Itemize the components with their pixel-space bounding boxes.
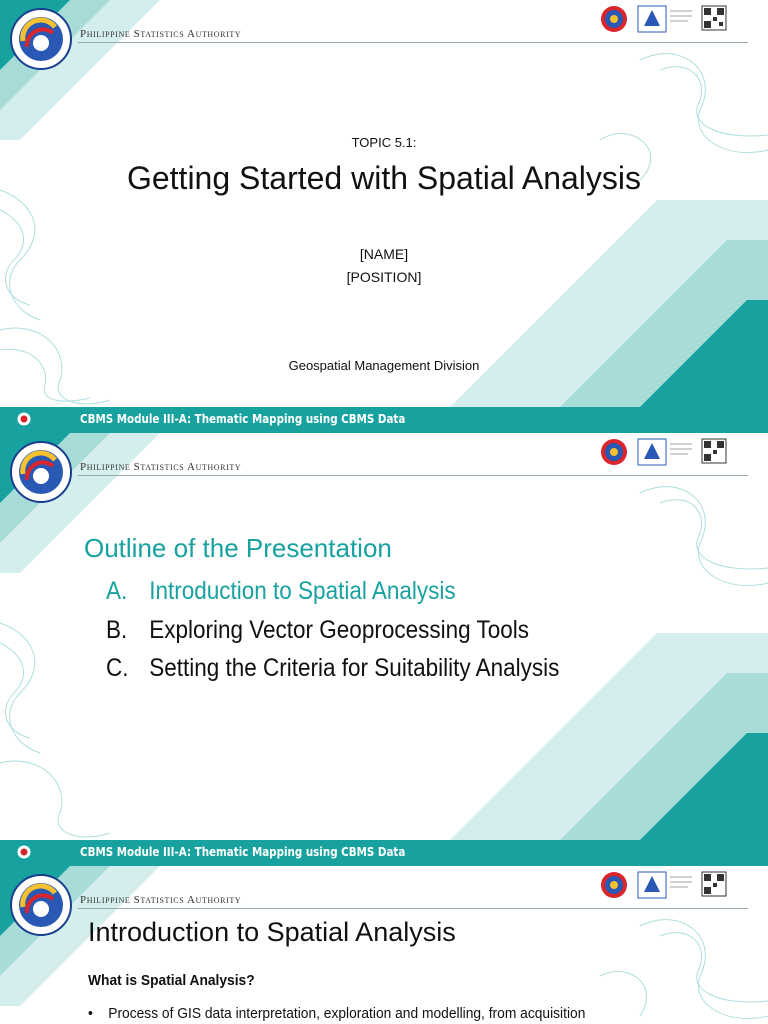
outline-heading: Outline of the Presentation [84,533,392,563]
psa-logo-icon [9,873,73,937]
outline-item-c [106,654,559,683]
section-question: What is Spatial Analysis? [88,972,255,989]
slide-intro [0,866,768,1024]
presenter-position: [POSITION] [346,269,422,285]
outline-item-b [106,616,529,645]
footer-text: CBMS Module III-A: Thematic Mapping using CBMS Data [80,412,406,426]
outline-label: Introduction to Spatial Analysis [149,577,456,605]
bagong-pilipinas-logo-icon [601,6,627,32]
header-divider [78,42,748,43]
psa-logo-icon [9,440,73,504]
footer-text: CBMS Module III-A: Thematic Mapping using CBMS Data [80,845,406,859]
org-name: Philippine Statistics Authority [80,461,242,473]
header-divider [78,908,748,909]
outline-label: Exploring Vector Geoprocessing Tools [149,616,529,644]
outline-letter: B. [106,616,128,644]
qr-code-icon [702,6,726,30]
government-seal-icon [17,412,31,426]
psa-logo-icon [9,7,73,71]
org-name: Philippine Statistics Authority [80,28,242,40]
bagong-pilipinas-logo-icon [601,439,627,465]
qr-code-icon [702,439,726,463]
header-divider [78,475,748,476]
tuv-certification-icon [638,439,666,465]
footer-bar [0,407,768,433]
tuv-certification-icon [638,872,666,898]
bullet-text: Process of GIS data interpretation, exploration and modelling, from acquisition [108,1005,586,1022]
topic-label: TOPIC 5.1: [351,135,417,150]
bagong-pilipinas-logo-icon [601,872,627,898]
outline-label: Setting the Criteria for Suitability Analysis [149,654,560,682]
outline-item-a [106,577,456,606]
footer-bar [0,840,768,866]
slide-title-heading: Getting Started with Spatial Analysis [126,160,642,196]
presenter-name: [NAME] [359,246,409,262]
slide-title [0,0,768,433]
outline-letter: A. [106,577,128,605]
certification-badges [600,870,748,900]
certification-badges [600,437,748,467]
government-seal-icon [17,845,31,859]
slide-outline [0,433,768,866]
tuv-certification-icon [638,6,666,32]
outline-letter: C. [106,654,129,682]
background-decoration [0,433,768,866]
bullet-marker: • [88,1005,93,1022]
bullet-item [88,1005,585,1022]
slide-heading: Introduction to Spatial Analysis [88,917,456,947]
division-name: Geospatial Management Division [288,358,480,373]
org-name: Philippine Statistics Authority [80,894,242,906]
qr-code-icon [702,872,726,896]
certification-badges [600,4,748,34]
